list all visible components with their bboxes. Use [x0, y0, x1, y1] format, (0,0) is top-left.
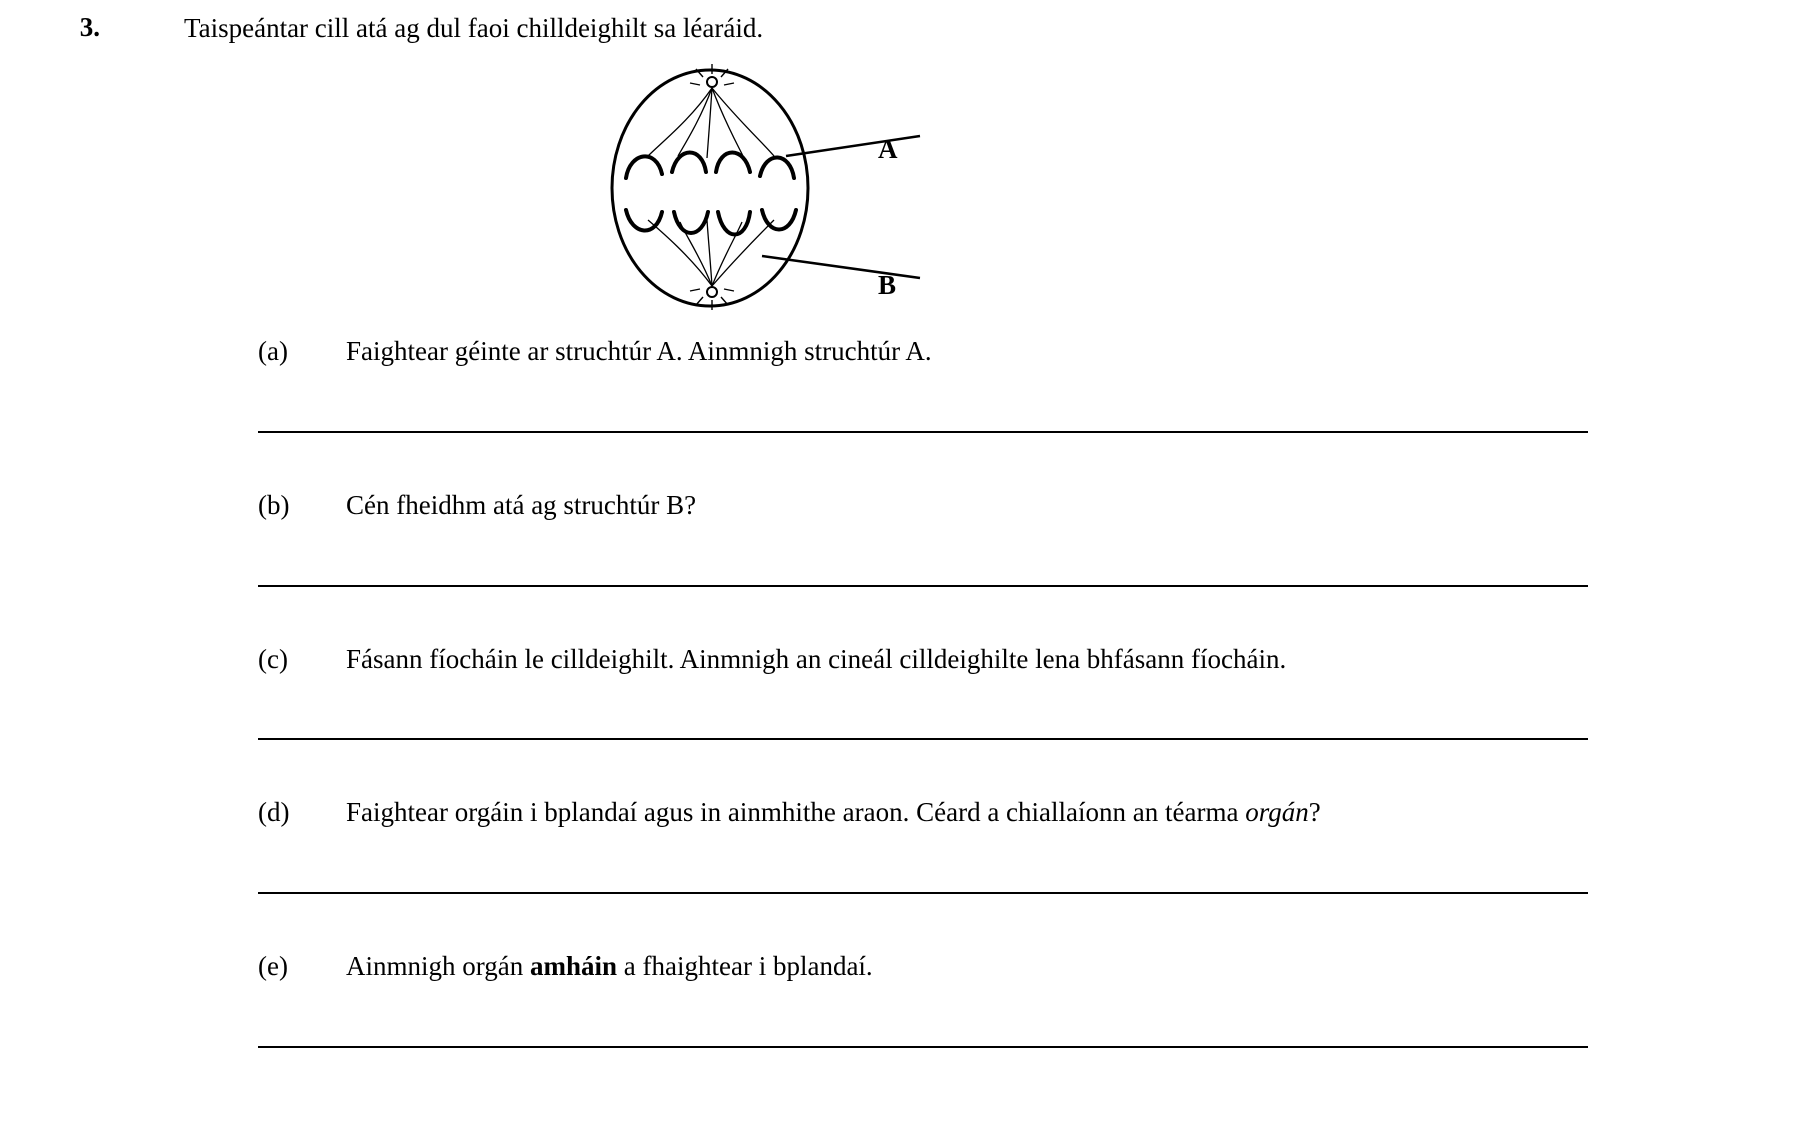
cell-division-diagram	[590, 60, 1070, 320]
part-e-text-after: a fhaightear i bplandaí.	[617, 951, 873, 981]
part-a-text	[346, 335, 932, 369]
part-c-text	[346, 643, 1286, 677]
part-d-text-before: Faightear orgáin i bplandaí agus in ainmhithe araon. Céard a chiallaíonn an téarma	[346, 797, 1246, 828]
part-e-row	[0, 950, 1818, 984]
part-e-letter: (e)	[258, 951, 288, 981]
question-stem: Taispeántar cill atá ag dul faoi chilldeighilt sa léaráid.	[184, 13, 764, 43]
part-c	[0, 643, 1818, 797]
part-b-row	[0, 489, 1818, 523]
part-c-letter: (c)	[258, 643, 288, 674]
part-c-text-main: Fásann fíocháin le cilldeighilt. Ainmnigh an cineál cilldeighilte lena bhfásann fíocháin.	[346, 643, 1287, 674]
question-number: 3.	[79, 12, 100, 42]
part-a-text-main: Faightear géinte ar struchtúr A. Ainmnigh struchtúr A.	[346, 336, 932, 366]
part-b-text	[346, 489, 696, 523]
part-e-emphasis: amháin	[530, 951, 618, 981]
part-a-letter: (a)	[258, 336, 288, 366]
part-e-answer-line[interactable]	[258, 1046, 1588, 1048]
part-b-letter: (b)	[258, 489, 290, 520]
part-d-row	[0, 796, 1818, 830]
part-e-text-before: Ainmnigh orgán	[346, 951, 530, 981]
part-a-row	[0, 335, 1818, 369]
part-d-text-after: ?	[1308, 797, 1321, 828]
part-a	[0, 335, 1818, 489]
question-parts	[0, 335, 1818, 1048]
part-b-text-main: Cén fheidhm atá ag struchtúr B?	[346, 489, 697, 520]
part-e	[0, 950, 1818, 1048]
part-d-text	[346, 796, 1321, 830]
diagram-label-b: B	[878, 270, 897, 300]
part-b	[0, 489, 1818, 643]
part-d-letter: (d)	[258, 797, 290, 828]
question-header	[0, 12, 1818, 46]
part-d	[0, 796, 1818, 950]
diagram-label-a: A	[878, 134, 898, 164]
part-c-row	[0, 643, 1818, 677]
part-e-text	[346, 950, 873, 984]
part-d-emphasis: orgán	[1245, 797, 1309, 828]
